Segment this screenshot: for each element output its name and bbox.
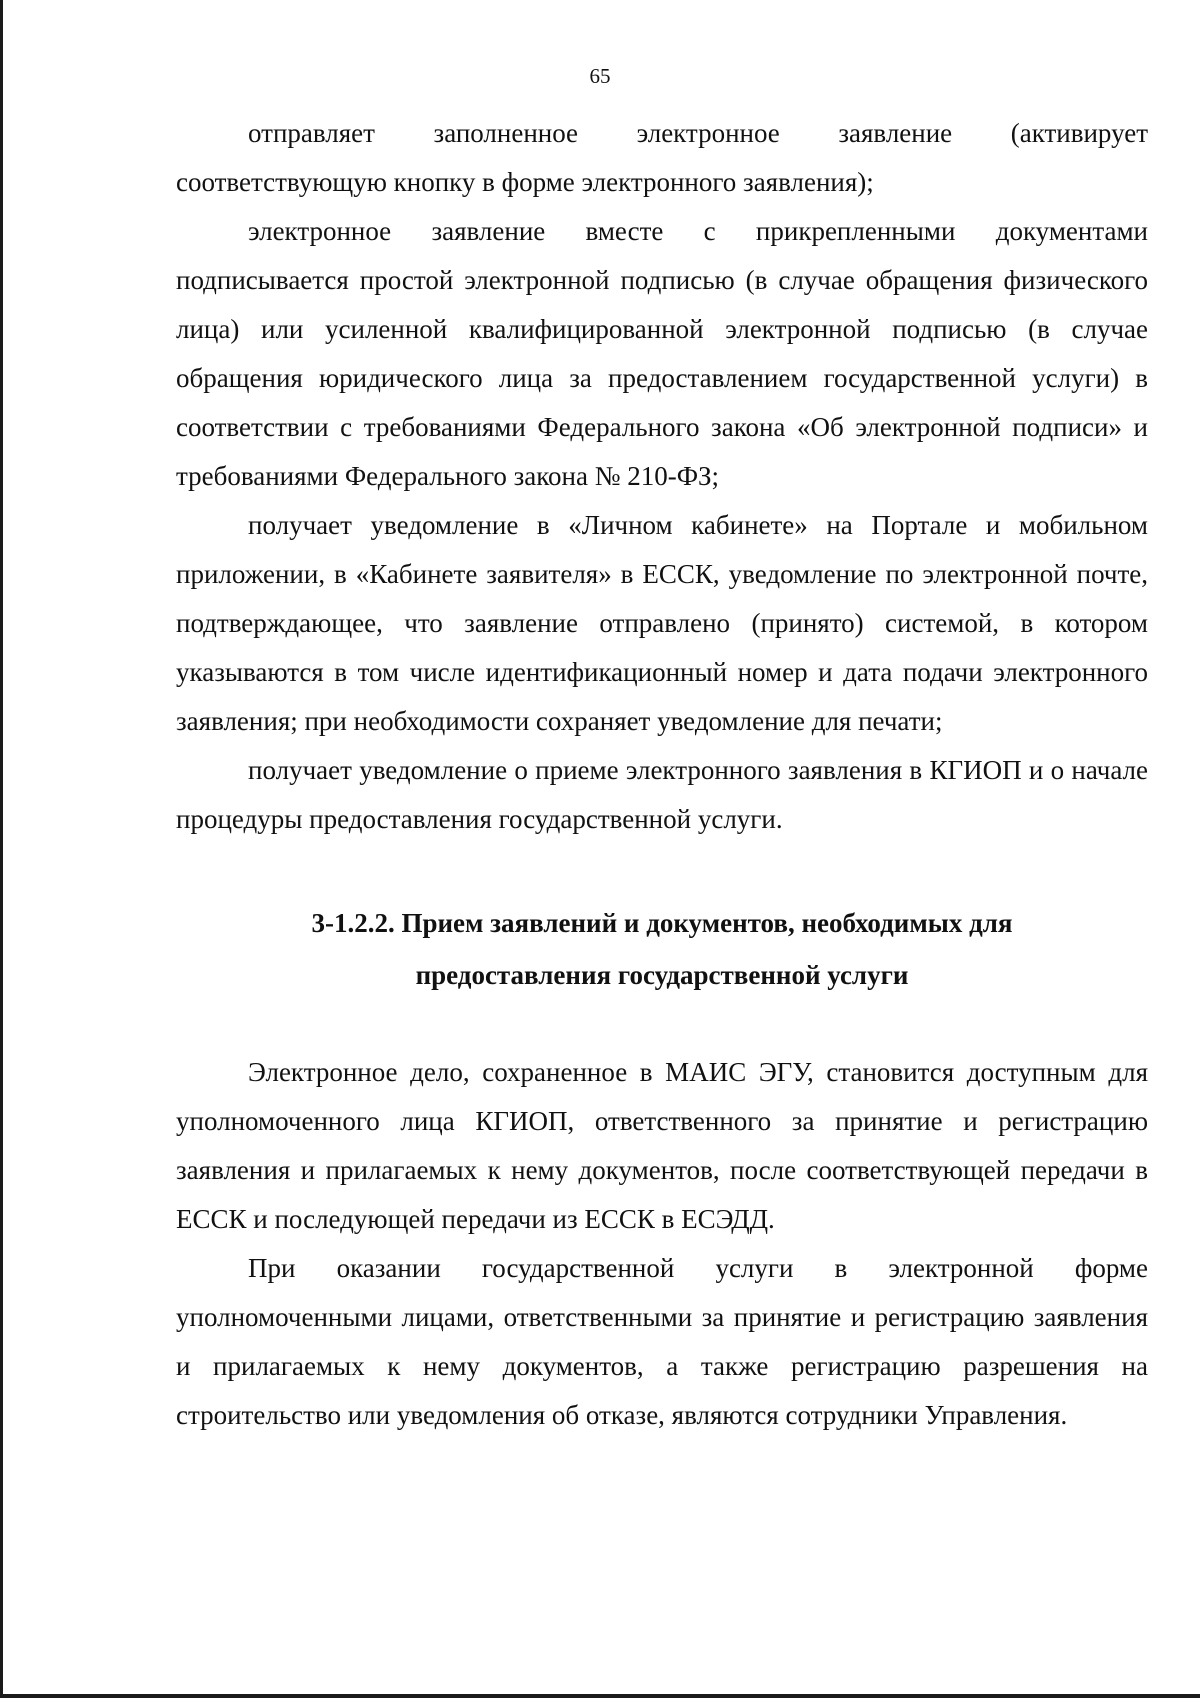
paragraph: получает уведомление о приеме электронного заявления в КГИОП и о начале процедуры предоставления государственной услуги.: [176, 755, 1148, 834]
scan-border-left: [0, 0, 3, 1698]
paragraph: При оказании государственной услуги в электронной форме уполномоченными лицами, ответственными за принятие и регистрацию заявления и прилагаемых к нему документов, а также регистрацию разрешения на строительство или уведомления об отказе, являются сотрудники Управления.: [176, 1253, 1148, 1430]
section-heading: 3-1.2.2. Прием заявлений и документов, необходимых для предоставления государственной услуги: [311, 908, 1013, 990]
paragraph: электронное заявление вместе с прикрепленными документами подписывается простой электронной подписью (в случае обращения физического лица) или усиленной квалифицированной электронной подписью (в случае обращения юридического лица за предоставлением государственной услуги) в соответствии с требованиями Федерального закона «Об электронной подписи» и требованиями Федерального закона № 210-ФЗ;: [176, 216, 1148, 491]
page-number: 65: [589, 64, 611, 88]
paragraph: отправляет заполненное электронное заявление (активирует соответствующую кнопку в форме электронного заявления);: [176, 118, 1148, 197]
document-body: [176, 109, 1148, 1440]
paragraph: Электронное дело, сохраненное в МАИС ЭГУ, становится доступным для уполномоченного лица КГИОП, ответственного за принятие и регистрацию заявления и прилагаемых к нему документов, после соответствующей передачи в ЕССК и последующей передачи из ЕССК в ЕСЭДД.: [176, 1057, 1148, 1234]
scan-border-bottom: [0, 1694, 1200, 1698]
paragraph: получает уведомление в «Личном кабинете» на Портале и мобильном приложении, в «Кабинете заявителя» в ЕССК, уведомление по электронной почте, подтверждающее, что заявление отправлено (принято) системой, в котором указываются в том числе идентификационный номер и дата подачи электронного заявления; при необходимости сохраняет уведомление для печати;: [176, 510, 1148, 736]
